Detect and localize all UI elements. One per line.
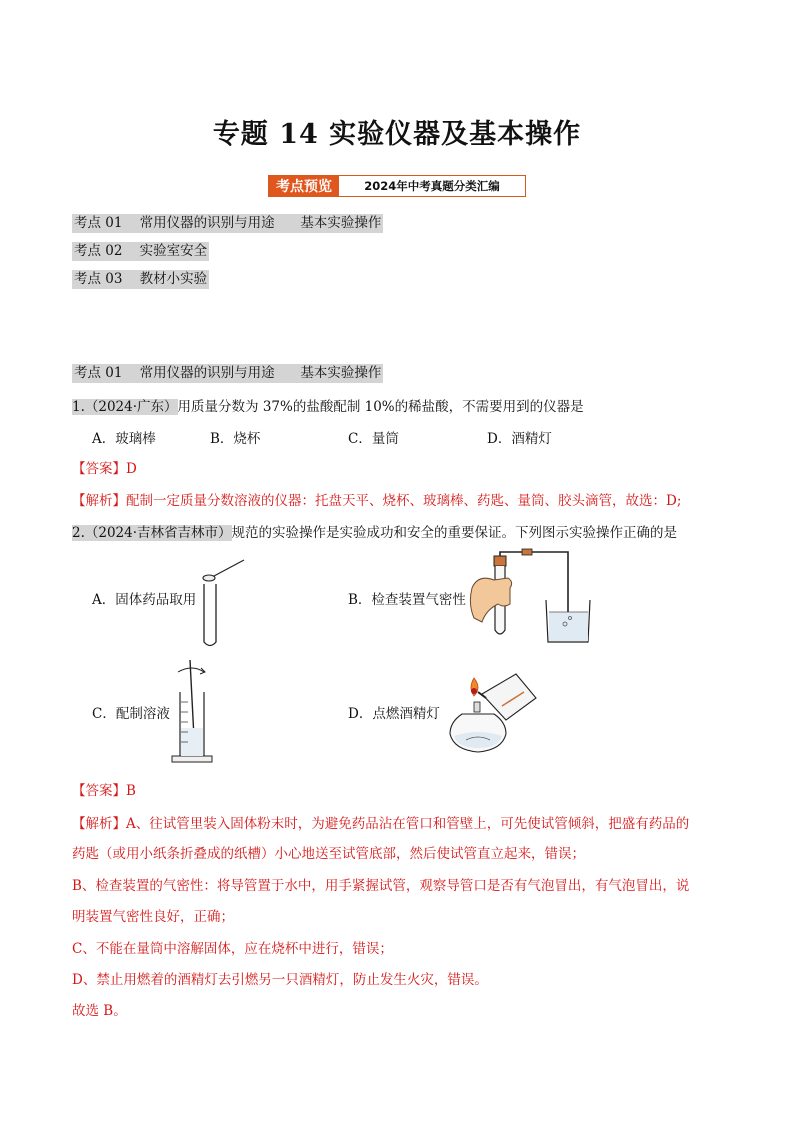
figure-prepare-solution: [168, 658, 218, 766]
overview-item-1: 考点 01 常用仪器的识别与用途 基本实验操作: [74, 215, 382, 231]
q1-analysis: 【解析】配制一定质量分数溶液的仪器：托盘天平、烧杯、玻璃棒、药匙、量筒、胶头滴管，故选：D;: [72, 493, 682, 509]
q1-option-b: B．烧杯: [210, 431, 261, 447]
q2-analysis-line-2: 药匙（或用小纸条折叠成的纸槽）小心地送至试管底部，然后使试管直立起来，错误；: [72, 846, 585, 862]
q2-analysis-line-5: C、不能在量筒中溶解固体，应在烧杯中进行，错误；: [72, 941, 393, 957]
figure-solid-sampling: [196, 556, 256, 650]
page-title: 专题 14 实验仪器及基本操作: [212, 119, 582, 150]
q2-option-c: C．配制溶液: [92, 706, 170, 722]
overview-item-2: 考点 02 实验室安全: [74, 243, 208, 259]
section-heading: 考点 01 常用仪器的识别与用途 基本实验操作: [74, 365, 382, 381]
q2-option-b: B．检查装置气密性: [348, 592, 466, 608]
spoon-icon: [203, 560, 244, 581]
test-tube-icon: [204, 584, 216, 646]
q2-option-d: D．点燃酒精灯: [348, 706, 440, 722]
banner-subtitle: 2024年中考真题分类汇编: [364, 179, 500, 193]
q2-analysis-line-1: 【解析】A、往试管里装入固体粉末时，为避免药品沾在管口和管壁上，可先使试管倾斜，把盛有药品的: [72, 816, 690, 832]
q2-answer: 【答案】B: [72, 783, 136, 799]
question-1: [72, 398, 584, 416]
q1-option-c: C．量筒: [348, 431, 399, 447]
alcohol-lamp-icon: [478, 674, 536, 720]
q2-analysis-line-3: B、检查装置的气密性：将导管置于水中，用手紧握试管，观察导管口是否有气泡冒出，有气泡冒出，说: [72, 878, 690, 894]
question-1-stem: 用质量分数为 37%的盐酸配制 10%的稀盐酸，不需要用到的仪器是: [177, 399, 584, 415]
figure-airtightness-check: [464, 548, 604, 648]
q2-analysis-line-6: D、禁止用燃着的酒精灯去引燃另一只酒精灯，防止发生火灾，错误。: [72, 972, 488, 988]
flame-icon: [471, 678, 478, 696]
question-1-source: 1.（2024·广东）: [72, 399, 178, 415]
question-2: [72, 524, 677, 542]
banner-tag: 考点预览: [269, 176, 339, 196]
overview-item-3: 考点 03 教材小实验: [74, 271, 208, 287]
figure-light-alcohol-lamp: [440, 668, 550, 756]
q1-option-a: A．玻璃棒: [92, 431, 156, 447]
preview-banner: [268, 175, 526, 197]
q2-option-a: A．固体药品取用: [92, 592, 197, 608]
q1-answer: 【答案】D: [72, 461, 137, 477]
question-2-source: 2.（2024·吉林省吉林市）: [72, 525, 232, 541]
glass-rod-icon: [178, 660, 205, 738]
q1-option-d: D．酒精灯: [487, 431, 552, 447]
q2-analysis-line-7: 故选 B。: [72, 1003, 127, 1019]
question-2-stem: 规范的实验操作是实验成功和安全的重要保证。下列图示实验操作正确的是: [231, 525, 678, 541]
q2-analysis-line-4: 明装置气密性良好，正确；: [72, 909, 234, 925]
